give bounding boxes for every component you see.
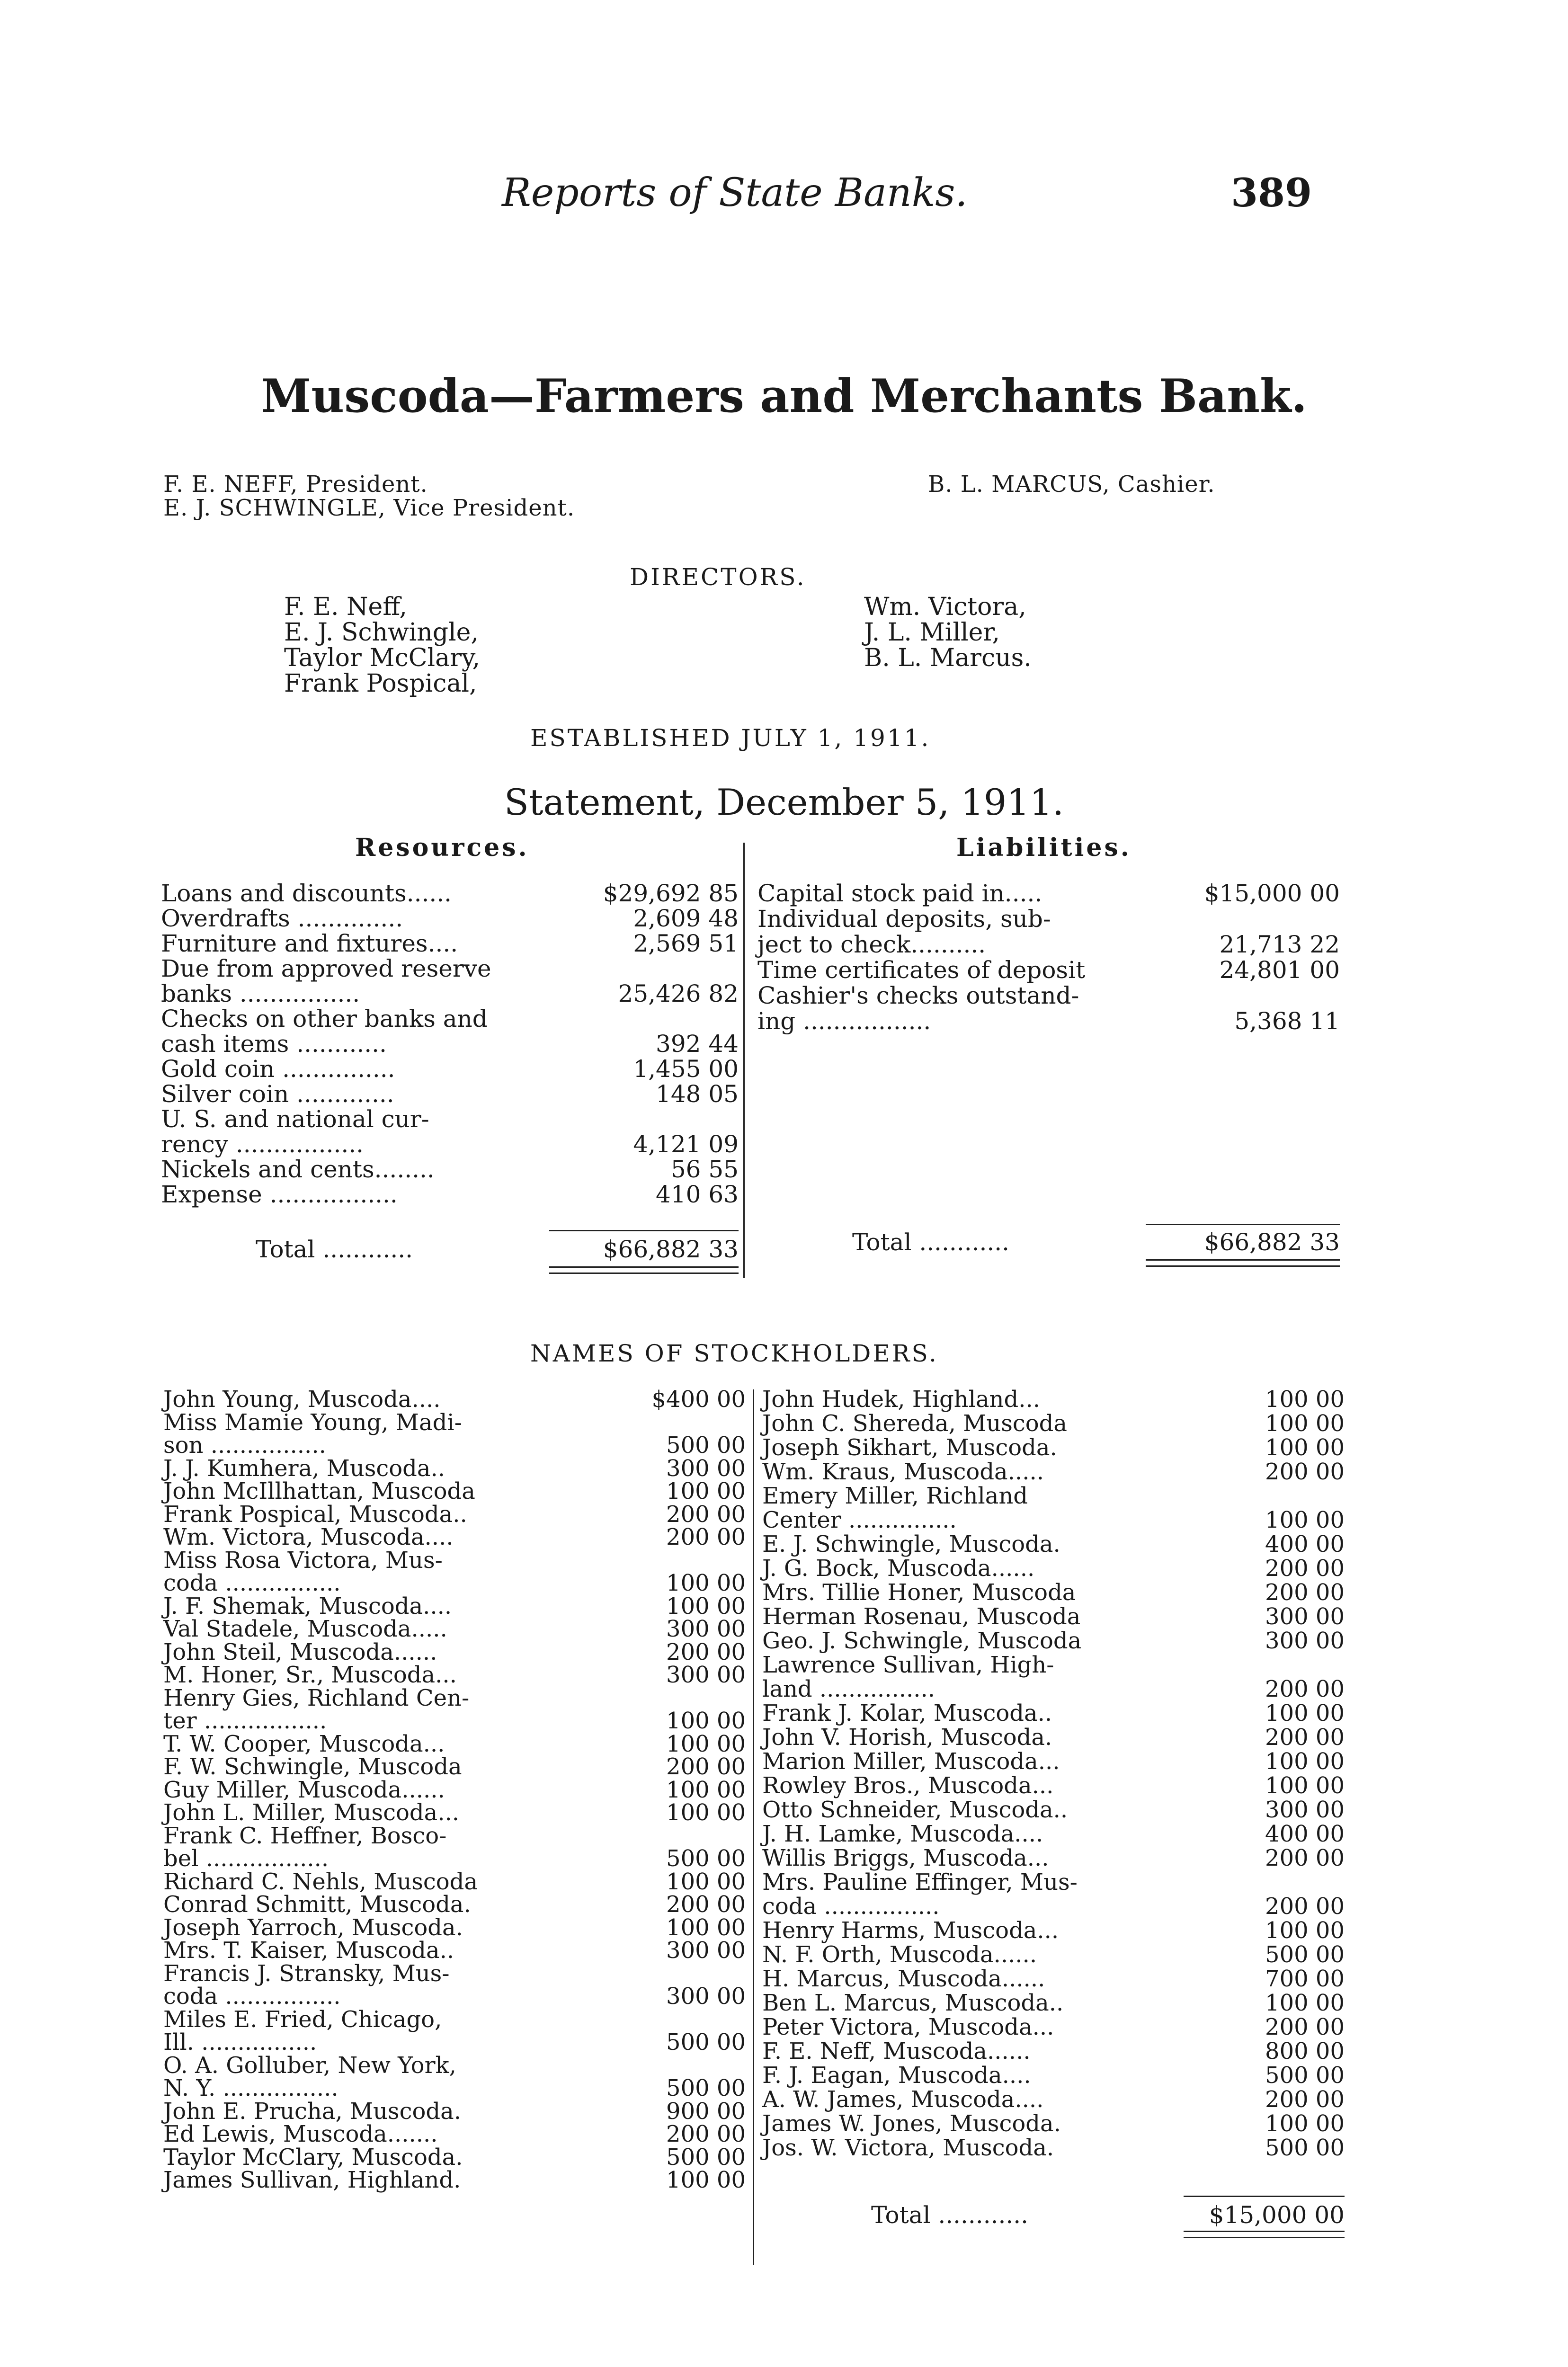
stockholder-row-amount: 100 00	[1265, 1700, 1345, 1726]
running-title: Reports of State Banks.	[502, 170, 968, 215]
stockholder-row-text: N. Y. ................	[163, 2075, 339, 2101]
resource-row-amount: 148 05	[656, 1080, 739, 1108]
stockholder-row-text: Conrad Schmitt, Muscoda.	[163, 1891, 471, 1918]
stockholder-row-amount: 200 00	[1265, 1676, 1345, 1702]
stockholder-row-text: John C. Shereda, Muscoda	[762, 1410, 1067, 1437]
stockholder-row	[163, 1891, 746, 1918]
stockholder-row-amount: 100 00	[666, 1708, 746, 1734]
stockholder-row-amount: 100 00	[666, 1730, 746, 1757]
resource-row-amount: 4,121 09	[633, 1130, 739, 1158]
stockholder-row-text: Emery Miller, Richland	[762, 1483, 1028, 1509]
resource-row-text: Nickels and cents........	[161, 1156, 435, 1183]
stockholder-row	[762, 1459, 1349, 1484]
stockholder-row-amount: 100 00	[666, 1868, 746, 1895]
liability-row-text: Time certificates of deposit	[757, 956, 1086, 984]
stockholder-row-text: Joseph Yarroch, Muscoda.	[163, 1914, 463, 1941]
stockholder-row-text: Frank C. Heffner, Bosco-	[163, 1822, 447, 1849]
stockholder-row-amount: 200 00	[666, 1524, 746, 1550]
stockholder-row	[762, 1822, 1349, 1846]
stockholder-row-amount: 200 00	[666, 1638, 746, 1665]
resource-row-text: Overdrafts ..............	[161, 905, 403, 932]
stockholder-row-text: Geo. J. Schwingle, Muscoda	[762, 1628, 1082, 1654]
stockholder-row-text: A. W. James, Muscoda....	[762, 2086, 1044, 2113]
stockholder-row	[163, 2122, 746, 2145]
stockholder-row-amount: 400 00	[1265, 1531, 1345, 1557]
stockholder-row-amount: 200 00	[1265, 1459, 1345, 1485]
stockholder-row-amount: 100 00	[1265, 1917, 1345, 1944]
stockholder-row-text: Jos. W. Victora, Muscoda.	[762, 2135, 1054, 2161]
stockholder-row-amount: 300 00	[666, 1983, 746, 2010]
liabilities-total-double-rule	[1146, 1259, 1340, 1267]
stockholder-row-text: Frank Pospical, Muscoda..	[163, 1501, 467, 1528]
resource-row	[161, 956, 743, 1006]
stockholder-row-text: Taylor McClary, Muscoda.	[163, 2144, 463, 2171]
stockholder-row-text: J. F. Shemak, Muscoda....	[163, 1593, 452, 1620]
stockholder-row-amount: 200 00	[666, 1753, 746, 1780]
stockholder-row-text: Ill. ................	[163, 2029, 317, 2056]
stockholder-row-amount: 200 00	[666, 1501, 746, 1528]
stockholder-row-text: Val Stadele, Muscoda.....	[163, 1616, 447, 1642]
stockholder-row-text: James W. Jones, Muscoda.	[762, 2110, 1061, 2137]
stockholder-row-amount: 700 00	[1265, 1966, 1345, 1992]
officer-cashier: B. L. MARCUS, Cashier.	[928, 471, 1215, 498]
resources-total-rule	[549, 1230, 739, 1231]
stockholder-row-text: H. Marcus, Muscoda......	[762, 1966, 1045, 1992]
stockholder-row-text: Francis J. Stransky, Mus-	[163, 1960, 450, 1987]
resource-row-amount: 25,426 82	[618, 980, 739, 1007]
stockholder-row-text: Wm. Victora, Muscoda....	[163, 1524, 454, 1550]
resources-heading: Resources.	[355, 833, 529, 862]
stockholder-row-text: E. J. Schwingle, Muscoda.	[762, 1531, 1060, 1557]
stockholder-row-amount: 200 00	[1265, 2014, 1345, 2040]
stockholder-row	[163, 1778, 746, 1801]
stockholder-row	[762, 1725, 1349, 1749]
stockholder-row-text: John E. Prucha, Muscoda.	[163, 2098, 461, 2125]
stockholder-row-amount: 100 00	[666, 1914, 746, 1941]
director-name: E. J. Schwingle,	[284, 618, 479, 647]
stockholder-row	[762, 1846, 1349, 1870]
resource-row	[161, 1106, 743, 1157]
stockholder-row-amount: 300 00	[666, 1616, 746, 1642]
stockholder-row-amount: 500 00	[666, 1432, 746, 1459]
stockholder-row-text: Center ...............	[762, 1507, 957, 1533]
resource-row-amount: 410 63	[656, 1181, 739, 1208]
stockholder-row-text: Rowley Bros., Muscoda...	[762, 1772, 1054, 1799]
stockholder-row-amount: 300 00	[666, 1455, 746, 1482]
stockholder-row	[163, 2144, 746, 2171]
stockholder-row	[163, 1822, 746, 1872]
stockholder-row-amount: 300 00	[1265, 1797, 1345, 1823]
stockholder-row	[762, 1411, 1349, 1435]
stockholder-row-amount: 200 00	[1265, 1555, 1345, 1582]
stockholder-row-amount: 400 00	[1265, 1821, 1345, 1847]
stockholder-row	[163, 1937, 746, 1964]
established-line: ESTABLISHED JULY 1, 1911.	[530, 724, 931, 752]
stockholder-row	[163, 1800, 746, 1824]
stockholder-row-amount: 300 00	[1265, 1628, 1345, 1654]
stockholders-heading: NAMES OF STOCKHOLDERS.	[530, 1340, 938, 1367]
stockholder-row-amount: 100 00	[1265, 1410, 1345, 1437]
stockholder-row-text: John McIllhattan, Muscoda	[163, 1478, 475, 1504]
stockholders-total-amount: $15,000 00	[1209, 2201, 1345, 2229]
resource-row	[161, 906, 743, 931]
stockholder-row-text: Willis Briggs, Muscoda...	[762, 1845, 1049, 1871]
stockholder-row-amount: 100 00	[666, 1570, 746, 1596]
stockholder-row-text: F. J. Eagan, Muscoda....	[762, 2062, 1031, 2089]
stockholder-row	[762, 1773, 1349, 1797]
stockholder-row	[163, 1455, 746, 1482]
stockholder-row-amount: 200 00	[1265, 1845, 1345, 1871]
stockholder-row-text: Henry Gies, Richland Cen-	[163, 1684, 470, 1711]
liabilities-total-amount: $66,882 33	[1204, 1228, 1340, 1256]
stockholder-row	[762, 1628, 1349, 1653]
stockholder-row-text: Frank J. Kolar, Muscoda..	[762, 1700, 1052, 1726]
stockholders-total-label: Total ............	[871, 2201, 1029, 2229]
stockholder-row-text: Mrs. T. Kaiser, Muscoda..	[163, 1937, 454, 1964]
stockholder-row-amount: 100 00	[1265, 1507, 1345, 1533]
officer-president: F. E. NEFF, President.	[163, 471, 428, 498]
page-number: 389	[1231, 170, 1312, 216]
stockholder-row	[163, 1525, 746, 1548]
stockholder-row-amount: 100 00	[666, 1478, 746, 1504]
stockholder-row-text: James Sullivan, Highland.	[163, 2167, 461, 2193]
stockholder-row-amount: 500 00	[666, 2029, 746, 2056]
stockholder-row-amount: 100 00	[666, 1593, 746, 1620]
stockholder-row	[163, 1732, 746, 1755]
stockholder-row-text: O. A. Golluber, New York,	[163, 2052, 456, 2079]
liabilities-total-label: Total ............	[852, 1228, 1010, 1256]
liability-row	[757, 983, 1345, 1034]
stockholder-row	[762, 2136, 1349, 2160]
stockholder-row-amount: 500 00	[1265, 1941, 1345, 1968]
stockholder-row-text: Miss Mamie Young, Madi-	[163, 1409, 462, 1436]
stockholder-row-text: Mrs. Pauline Effinger, Mus-	[762, 1869, 1078, 1895]
stockholders-left-list	[163, 1387, 746, 2268]
stockholders-total-double-rule	[1184, 2231, 1345, 2238]
stockholder-row-amount: 500 00	[666, 2144, 746, 2171]
director-name: J. L. Miller,	[864, 618, 1000, 647]
resources-table	[161, 881, 743, 1240]
resource-row-amount: 2,569 51	[633, 930, 739, 957]
resource-row-text: U. S. and national cur-	[161, 1105, 429, 1133]
stockholder-row-text: Henry Harms, Muscoda...	[762, 1917, 1059, 1944]
stockholder-row	[762, 2039, 1349, 2063]
stockholder-row	[762, 1991, 1349, 2015]
stockholder-row-text: John Steil, Muscoda......	[163, 1638, 437, 1665]
stockholder-row-text: land ................	[762, 1676, 935, 1702]
stockholder-row-amount: 500 00	[666, 1845, 746, 1872]
stockholder-row	[762, 1967, 1349, 1991]
stockholder-row	[762, 1604, 1349, 1628]
resource-row-amount: 56 55	[670, 1156, 739, 1183]
liability-row-amount: 21,713 22	[1219, 931, 1340, 958]
stockholder-row	[762, 1797, 1349, 1822]
stockholder-row-amount: 100 00	[1265, 2110, 1345, 2137]
stockholder-row-amount: 100 00	[666, 2167, 746, 2193]
stockholder-row	[163, 1663, 746, 1686]
liability-row	[757, 957, 1345, 983]
stockholder-row-amount: 300 00	[1265, 1603, 1345, 1630]
stockholder-row-text: Otto Schneider, Muscoda..	[762, 1797, 1068, 1823]
stockholder-row	[762, 1387, 1349, 1411]
stockholder-row-amount: 800 00	[1265, 2038, 1345, 2064]
stockholder-row-text: N. F. Orth, Muscoda......	[762, 1941, 1037, 1968]
resource-row-text: Silver coin .............	[161, 1080, 394, 1108]
stockholder-row	[762, 2111, 1349, 2136]
stockholder-row-amount: 100 00	[666, 1776, 746, 1803]
stockholder-row	[762, 1749, 1349, 1773]
resources-total-amount: $66,882 33	[603, 1236, 739, 1263]
stockholder-row-text: Joseph Sikhart, Muscoda.	[762, 1434, 1057, 1461]
stockholder-row	[762, 1556, 1349, 1580]
stockholder-row-amount: 100 00	[1265, 1748, 1345, 1775]
resource-row-text: Expense .................	[161, 1181, 398, 1208]
stockholder-row	[762, 1653, 1349, 1701]
stockholder-row-text: Marion Miller, Muscoda...	[762, 1748, 1060, 1775]
stockholder-row	[163, 2006, 746, 2056]
stockholder-row-text: J. G. Bock, Muscoda......	[762, 1555, 1035, 1582]
stockholder-row-amount: 100 00	[1265, 1386, 1345, 1413]
stockholder-row	[163, 1386, 746, 1413]
officer-vice-president: E. J. SCHWINGLE, Vice President.	[163, 495, 575, 521]
stockholder-row	[163, 1915, 746, 1939]
stockholder-row	[163, 1869, 746, 1893]
resource-row	[161, 1157, 743, 1182]
liability-row-text: Capital stock paid in.....	[757, 880, 1042, 907]
liability-row-text: Individual deposits, sub-	[757, 905, 1051, 933]
resource-row	[161, 931, 743, 956]
resource-row-text: rency .................	[161, 1130, 364, 1158]
stockholder-row-text: Peter Victora, Muscoda...	[762, 2014, 1054, 2040]
liability-row	[757, 906, 1345, 957]
stockholder-row	[163, 1409, 746, 1459]
directors-right-list	[864, 594, 1032, 671]
director-name: Taylor McClary,	[284, 644, 480, 672]
stockholder-row	[163, 1479, 746, 1502]
resource-row	[161, 1006, 743, 1056]
stockholder-row	[163, 1617, 746, 1640]
resource-row-text: Checks on other banks and	[161, 1005, 488, 1032]
director-name: Wm. Victora,	[864, 593, 1026, 621]
stockholder-row-amount: 500 00	[666, 2075, 746, 2101]
resource-row-amount: 2,609 48	[633, 905, 739, 932]
stockholder-row	[163, 1754, 746, 1778]
directors-heading: DIRECTORS.	[630, 563, 806, 591]
stockholder-row	[762, 1701, 1349, 1725]
stockholder-row-amount: 300 00	[666, 1937, 746, 1964]
stockholder-row	[762, 1532, 1349, 1556]
resource-row-amount: 392 44	[656, 1030, 739, 1058]
stockholder-row	[762, 1435, 1349, 1459]
liability-row	[757, 881, 1345, 906]
stockholder-row-amount: $400 00	[651, 1386, 746, 1413]
stockholder-row-amount: 200 00	[1265, 1724, 1345, 1751]
stockholder-row	[762, 2063, 1349, 2087]
stockholder-row	[163, 2168, 746, 2191]
stockholder-row-text: Ben L. Marcus, Muscoda..	[762, 1990, 1064, 2016]
stockholder-row	[762, 1580, 1349, 1604]
director-name: Frank Pospical,	[284, 669, 477, 698]
stockholder-row	[762, 2087, 1349, 2111]
resource-row-text: cash items ............	[161, 1030, 387, 1058]
stockholder-row-text: John V. Horish, Muscoda.	[762, 1724, 1052, 1751]
stockholder-row	[163, 2053, 746, 2099]
stockholder-row-text: J. H. Lamke, Muscoda....	[762, 1821, 1043, 1847]
stockholder-row	[163, 2098, 746, 2125]
director-name: B. L. Marcus.	[864, 644, 1032, 672]
resource-row-text: Furniture and fixtures....	[161, 930, 458, 957]
stockholder-row-text: M. Honer, Sr., Muscoda...	[163, 1662, 457, 1688]
resource-row	[161, 1182, 743, 1207]
resources-total-double-rule	[549, 1266, 739, 1274]
liabilities-heading: Liabilities.	[956, 833, 1131, 862]
stockholder-row	[762, 1484, 1349, 1532]
stockholder-row-text: Lawrence Sullivan, High-	[762, 1652, 1054, 1678]
stockholder-row-amount: 100 00	[1265, 1434, 1345, 1461]
stockholder-row	[163, 1640, 746, 1663]
stockholder-row-text: Wm. Kraus, Muscoda.....	[762, 1459, 1044, 1485]
stockholder-row	[163, 1501, 746, 1528]
stockholder-row	[163, 1960, 746, 2010]
statement-column-rule	[743, 843, 745, 1278]
stockholder-row	[163, 1593, 746, 1620]
liability-row-amount: 5,368 11	[1234, 1007, 1340, 1035]
stockholder-row-text: bel .................	[163, 1845, 329, 1872]
stockholder-row-text: J. J. Kumhera, Muscoda..	[163, 1455, 445, 1482]
stockholder-row-text: Miles E. Fried, Chicago,	[163, 2006, 442, 2033]
resource-row-text: Loans and discounts......	[161, 880, 452, 907]
stockholder-row	[163, 1548, 746, 1594]
stockholder-row-amount: 100 00	[1265, 1772, 1345, 1799]
stockholder-row-amount: 100 00	[666, 1799, 746, 1826]
stockholder-row-text: John Hudek, Highland...	[762, 1386, 1040, 1413]
resource-row-text: banks ................	[161, 980, 360, 1007]
stockholder-row	[762, 1942, 1349, 1967]
stockholder-row-amount: 200 00	[1265, 1579, 1345, 1606]
resource-row-amount: 1,455 00	[633, 1055, 739, 1083]
stockholder-row-text: Richard C. Nehls, Muscoda	[163, 1868, 478, 1895]
liability-row-amount: $15,000 00	[1204, 880, 1340, 907]
stockholder-row	[762, 1918, 1349, 1942]
liability-row-text: ject to check..........	[757, 931, 986, 958]
liabilities-total-rule	[1146, 1224, 1340, 1225]
stockholder-row-text: Miss Rosa Victora, Mus-	[163, 1547, 443, 1574]
stockholder-row	[762, 1870, 1349, 1918]
stockholder-row-amount: 500 00	[1265, 2135, 1345, 2161]
stockholder-row-text: ter .................	[163, 1708, 327, 1734]
stockholders-column-rule	[753, 1389, 754, 2265]
bank-title: Muscoda—Farmers and Merchants Bank.	[261, 369, 1307, 423]
stockholder-row-text: T. W. Cooper, Muscoda...	[163, 1730, 445, 1757]
stockholder-row	[163, 1686, 746, 1732]
stockholder-row-text: Mrs. Tillie Honer, Muscoda	[762, 1579, 1076, 1606]
resource-row	[161, 1081, 743, 1106]
stockholder-row-text: Guy Miller, Muscoda......	[163, 1776, 445, 1803]
stockholders-total-rule	[1184, 2196, 1345, 2197]
resource-row	[161, 1056, 743, 1081]
statement-title: Statement, December 5, 1911.	[504, 781, 1064, 823]
stockholder-row	[762, 2015, 1349, 2039]
stockholder-row-text: coda ................	[163, 1983, 341, 2010]
resources-total-label: Total ............	[256, 1236, 413, 1263]
stockholder-row-text: coda ................	[163, 1570, 341, 1596]
stockholder-row-amount: 200 00	[1265, 2086, 1345, 2113]
stockholder-row-text: son ................	[163, 1432, 326, 1459]
stockholder-row-text: F. W. Schwingle, Muscoda	[163, 1753, 462, 1780]
liability-row-amount: 24,801 00	[1219, 956, 1340, 984]
resource-row-text: Due from approved reserve	[161, 955, 491, 982]
resource-row-amount: $29,692 85	[603, 880, 739, 907]
stockholder-row-text: Ed Lewis, Muscoda.......	[163, 2121, 438, 2147]
stockholder-row-text: Herman Rosenau, Muscoda	[762, 1603, 1081, 1630]
liability-row-text: Cashier's checks outstand-	[757, 982, 1079, 1009]
stockholder-row-amount: 200 00	[666, 2121, 746, 2147]
stockholder-row-amount: 200 00	[1265, 1893, 1345, 1920]
stockholder-row-text: John Young, Muscoda....	[163, 1386, 441, 1413]
director-name: F. E. Neff,	[284, 593, 407, 621]
stockholder-row-text: John L. Miller, Muscoda...	[163, 1799, 460, 1826]
stockholder-row-amount: 300 00	[666, 1662, 746, 1688]
resource-row-text: Gold coin ...............	[161, 1055, 395, 1083]
stockholder-row-amount: 900 00	[666, 2098, 746, 2125]
liabilities-table	[757, 880, 1345, 1035]
stockholders-right-list	[762, 1387, 1349, 2192]
liability-row-text: ing .................	[757, 1007, 931, 1035]
stockholder-row-amount: 500 00	[1265, 2062, 1345, 2089]
directors-left-list	[284, 594, 480, 696]
resource-row	[161, 881, 743, 906]
stockholder-row-text: coda ................	[762, 1893, 940, 1920]
stockholder-row-amount: 200 00	[666, 1891, 746, 1918]
stockholder-row-text: F. E. Neff, Muscoda......	[762, 2038, 1031, 2064]
stockholder-row-amount: 100 00	[1265, 1990, 1345, 2016]
